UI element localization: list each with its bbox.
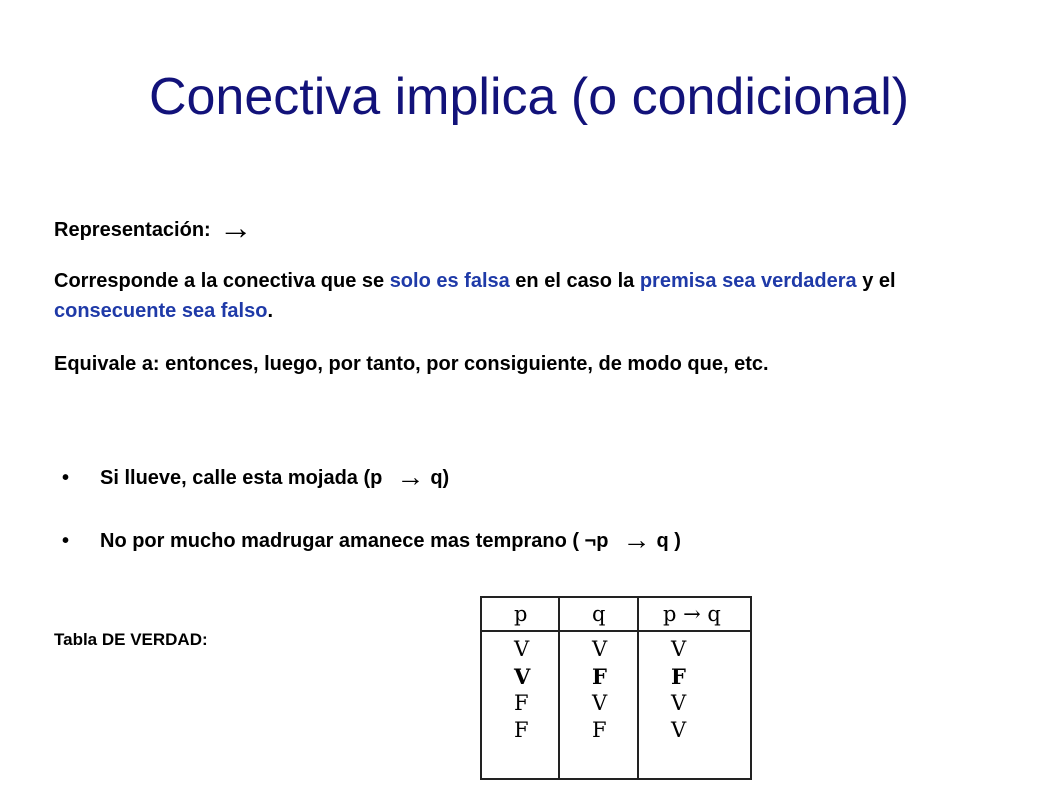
table-column-p-implies-q <box>639 598 750 778</box>
implication-arrow-symbol: → <box>218 209 253 247</box>
definition-text-3: y el <box>856 270 896 292</box>
table-cell: F <box>514 691 529 715</box>
table-cell: V <box>592 691 608 715</box>
table-cell: V <box>514 664 531 689</box>
table-cell: V <box>514 637 530 661</box>
example-text: No por mucho madrugar amanece mas temprano ( ¬p <box>100 530 609 552</box>
truth-table <box>480 596 752 780</box>
table-cell: V <box>592 637 608 661</box>
example-tail: q) <box>430 467 450 489</box>
slide-title: Conectiva implica (o condicional) <box>148 68 910 126</box>
table-cell: V <box>671 637 687 661</box>
definition-highlight-2: premisa sea verdadera <box>639 270 857 292</box>
example-item <box>62 461 449 492</box>
definition-highlight-3: consecuente sea falso <box>54 300 268 322</box>
table-cell: V <box>671 718 687 742</box>
table-column-q <box>560 598 637 778</box>
table-cell: V <box>671 691 687 715</box>
representation-label: Representación: <box>54 219 211 241</box>
definition-text-1: Corresponde a la conectiva que se <box>54 270 390 292</box>
example-item <box>62 524 681 555</box>
definition-highlight-1: solo es falsa <box>389 270 510 292</box>
table-cell: F <box>514 718 529 742</box>
bullet-icon: • <box>62 530 70 552</box>
equivalents-line: Equivale a: entonces, luego, por tanto, por consiguiente, de modo que, etc. <box>54 353 769 375</box>
table-cell: F <box>592 664 607 689</box>
definition-text-4: . <box>267 300 273 322</box>
representation-line <box>54 206 253 245</box>
table-header: q <box>560 598 637 632</box>
table-cell: F <box>592 718 607 742</box>
truth-table-label: Tabla DE VERDAD: <box>54 630 208 649</box>
table-header: p <box>482 598 558 632</box>
definition-paragraph <box>54 266 1004 326</box>
implication-arrow-symbol: → <box>396 461 425 492</box>
implication-arrow-symbol: → <box>622 524 651 555</box>
definition-text-2: en el caso la <box>509 270 640 292</box>
table-header: p → q <box>639 598 750 632</box>
example-tail: q ) <box>656 530 681 552</box>
example-text: Si llueve, calle esta mojada (p <box>100 467 383 489</box>
table-column-p <box>482 598 558 778</box>
bullet-icon: • <box>62 467 70 489</box>
table-cell: F <box>671 664 686 689</box>
